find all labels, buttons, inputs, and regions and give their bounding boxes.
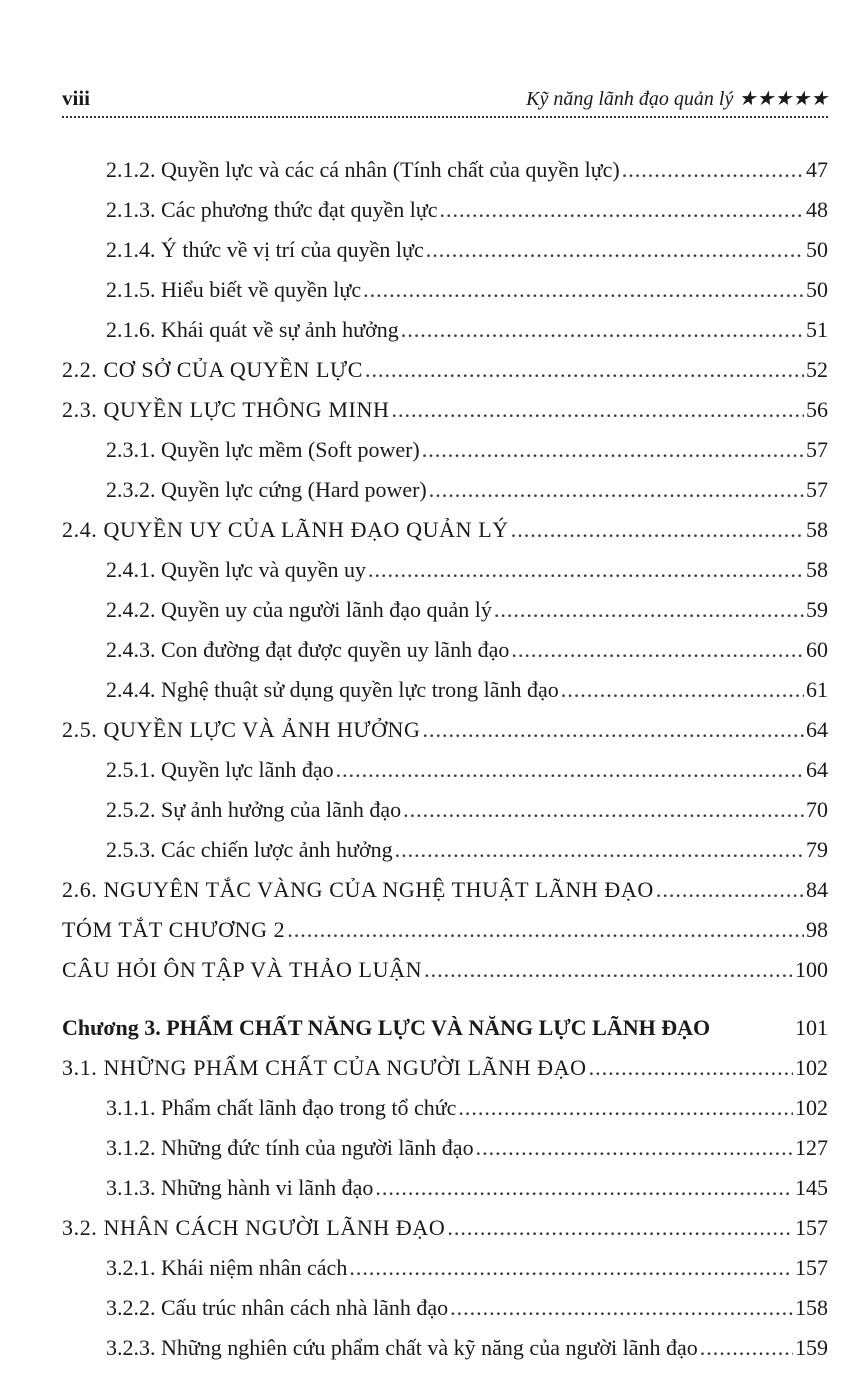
dot-leader	[447, 1208, 793, 1248]
toc-entry-title: 3.2. NHÂN CÁCH NGƯỜI LÃNH ĐẠO	[62, 1215, 446, 1240]
toc-entry[interactable]	[62, 1088, 828, 1128]
dot-leader	[368, 550, 804, 590]
toc-entry[interactable]	[62, 1048, 828, 1088]
dot-leader	[700, 1328, 793, 1368]
dot-leader	[589, 1048, 793, 1088]
toc-entry[interactable]	[62, 430, 828, 470]
table-of-contents	[62, 150, 828, 1368]
toc-entry-title: TÓM TẮT CHƯƠNG 2	[62, 917, 286, 942]
dot-leader	[429, 470, 804, 510]
toc-entry-title: 2.4. QUYỀN UY CỦA LÃNH ĐẠO QUẢN LÝ	[62, 517, 509, 542]
toc-entry[interactable]	[62, 870, 828, 910]
toc-entry[interactable]	[62, 710, 828, 750]
toc-entry-title: 2.2. CƠ SỞ CỦA QUYỀN LỰC	[62, 357, 363, 382]
toc-entry-title: 3.2.1. Khái niệm nhân cách	[106, 1255, 348, 1280]
toc-entry-page: 50	[806, 277, 828, 302]
toc-entry-title: 2.6. NGUYÊN TẮC VÀNG CỦA NGHỆ THUẬT LÃNH ĐẠO	[62, 877, 654, 902]
dot-leader	[365, 350, 804, 390]
toc-entry[interactable]	[62, 1288, 828, 1328]
toc-entry-title: 2.1.2. Quyền lực và các cá nhân (Tính chất của quyền lực)	[106, 157, 620, 182]
toc-entry-title: 2.3.1. Quyền lực mềm (Soft power)	[106, 437, 420, 462]
toc-entry[interactable]	[62, 1328, 828, 1368]
toc-entry-title: 3.2.3. Những nghiên cứu phẩm chất và kỹ năng của người lãnh đạo	[106, 1335, 698, 1360]
toc-entry-title: 2.5.2. Sự ảnh hưởng của lãnh đạo	[106, 797, 402, 822]
dot-leader	[422, 430, 804, 470]
running-title: Kỹ năng lãnh đạo quản lý ★★★★★	[526, 88, 828, 110]
toc-entry-title: 3.2.2. Cấu trúc nhân cách nhà lãnh đạo	[106, 1295, 449, 1320]
toc-entry-page: 127	[795, 1135, 828, 1160]
toc-entry-page: 50	[806, 237, 828, 262]
toc-entry-title: 2.5.3. Các chiến lược ảnh hưởng	[106, 837, 393, 862]
dot-leader	[336, 750, 804, 790]
toc-entry-page: 56	[806, 397, 828, 422]
toc-entry-page: 51	[806, 317, 828, 342]
toc-entry-page: 100	[795, 957, 828, 982]
dot-leader	[395, 830, 804, 870]
dot-leader	[440, 190, 804, 230]
toc-entry-page: 145	[795, 1175, 828, 1200]
toc-entry[interactable]	[62, 1168, 828, 1208]
toc-entry[interactable]	[62, 190, 828, 230]
toc-entry-title: 2.1.3. Các phương thức đạt quyền lực	[106, 197, 438, 222]
toc-entry-page: 48	[806, 197, 828, 222]
dot-leader	[403, 790, 804, 830]
toc-entry-page: 79	[806, 837, 828, 862]
toc-entry-page: 57	[806, 437, 828, 462]
toc-entry[interactable]	[62, 670, 828, 710]
dot-leader	[287, 910, 804, 950]
header-divider	[62, 116, 828, 118]
toc-entry-title: CÂU HỎI ÔN TẬP VÀ THẢO LUẬN	[62, 957, 423, 982]
toc-entry-page: 157	[795, 1215, 828, 1240]
toc-entry-page: 58	[806, 557, 828, 582]
toc-entry-title: 3.1.1. Phẩm chất lãnh đạo trong tổ chức	[106, 1095, 457, 1120]
page-header	[62, 86, 828, 116]
toc-entry[interactable]	[62, 270, 828, 310]
toc-entry[interactable]	[62, 950, 828, 990]
toc-entry-page: 52	[806, 357, 828, 382]
toc-entry-title: 2.3. QUYỀN LỰC THÔNG MINH	[62, 397, 390, 422]
dot-leader	[511, 630, 804, 670]
page-number: viii	[62, 86, 91, 110]
toc-entry-title: 2.5. QUYỀN LỰC VÀ ẢNH HƯỞNG	[62, 717, 421, 742]
toc-entry-title: 2.3.2. Quyền lực cứng (Hard power)	[106, 477, 427, 502]
dot-leader	[458, 1088, 793, 1128]
toc-entry-page: 59	[806, 597, 828, 622]
dot-leader	[511, 510, 804, 550]
toc-entry-title: 2.1.4. Ý thức về vị trí của quyền lực	[106, 237, 424, 262]
toc-entry-page: 102	[795, 1095, 828, 1120]
toc-entry-page: 47	[806, 157, 828, 182]
dot-leader	[656, 870, 804, 910]
toc-entry[interactable]	[62, 510, 828, 550]
toc-entry-title: 2.4.2. Quyền uy của người lãnh đạo quản lý	[106, 597, 492, 622]
toc-entry-title: 3.1.3. Những hành vi lãnh đạo	[106, 1175, 374, 1200]
toc-entry-title: Chương 3. PHẨM CHẤT NĂNG LỰC VÀ NĂNG LỰC LÃNH ĐẠO	[62, 1015, 711, 1040]
toc-entry-page: 64	[806, 757, 828, 782]
toc-entry[interactable]	[62, 790, 828, 830]
toc-entry-page: 159	[795, 1335, 828, 1360]
toc-entry-page: 102	[795, 1055, 828, 1080]
toc-entry-page: 64	[806, 717, 828, 742]
toc-entry-title: 2.4.3. Con đường đạt được quyền uy lãnh đạo	[106, 637, 510, 662]
toc-entry[interactable]	[62, 310, 828, 350]
toc-entry-title: 2.4.1. Quyền lực và quyền uy	[106, 557, 366, 582]
dot-leader	[424, 950, 793, 990]
toc-entry-page: 61	[806, 677, 828, 702]
dot-leader	[622, 150, 804, 190]
toc-entry[interactable]	[62, 550, 828, 590]
toc-entry[interactable]	[62, 470, 828, 510]
toc-entry-page: 70	[806, 797, 828, 822]
toc-entry-page: 60	[806, 637, 828, 662]
dot-leader	[391, 390, 804, 430]
dot-leader	[494, 590, 804, 630]
toc-entry-page: 84	[806, 877, 828, 902]
toc-entry-page: 101	[795, 1015, 828, 1040]
toc-entry[interactable]	[62, 1248, 828, 1288]
toc-entry[interactable]	[62, 1128, 828, 1168]
toc-entry-title: 2.4.4. Nghệ thuật sử dụng quyền lực trong lãnh đạo	[106, 677, 559, 702]
dot-leader	[561, 670, 804, 710]
toc-entry[interactable]	[62, 350, 828, 390]
toc-entry[interactable]	[62, 390, 828, 430]
chapter-spacer	[62, 990, 828, 1008]
toc-entry-title: 3.1. NHỮNG PHẨM CHẤT CỦA NGƯỜI LÃNH ĐẠO	[62, 1055, 587, 1080]
toc-entry-page: 98	[806, 917, 828, 942]
toc-entry-title: 2.1.5. Hiểu biết về quyền lực	[106, 277, 362, 302]
toc-entry-page: 58	[806, 517, 828, 542]
dot-leader	[401, 310, 804, 350]
dot-leader	[423, 710, 804, 750]
dot-leader	[363, 270, 804, 310]
dot-leader	[450, 1288, 793, 1328]
toc-entry[interactable]	[62, 1208, 828, 1248]
dot-leader	[476, 1128, 793, 1168]
toc-entry[interactable]	[62, 750, 828, 790]
toc-entry-title: 2.1.6. Khái quát về sự ảnh hưởng	[106, 317, 399, 342]
dot-leader	[426, 230, 804, 270]
toc-entry-page: 158	[795, 1295, 828, 1320]
toc-entry[interactable]	[62, 1008, 828, 1048]
toc-entry[interactable]	[62, 910, 828, 950]
toc-entry-page: 157	[795, 1255, 828, 1280]
toc-entry[interactable]	[62, 590, 828, 630]
toc-entry[interactable]	[62, 830, 828, 870]
dot-leader	[349, 1248, 793, 1288]
toc-entry-title: 3.1.2. Những đức tính của người lãnh đạo	[106, 1135, 474, 1160]
toc-entry-title: 2.5.1. Quyền lực lãnh đạo	[106, 757, 334, 782]
toc-entry[interactable]	[62, 230, 828, 270]
dot-leader	[375, 1168, 793, 1208]
toc-entry[interactable]	[62, 150, 828, 190]
toc-entry[interactable]	[62, 630, 828, 670]
toc-entry-page: 57	[806, 477, 828, 502]
